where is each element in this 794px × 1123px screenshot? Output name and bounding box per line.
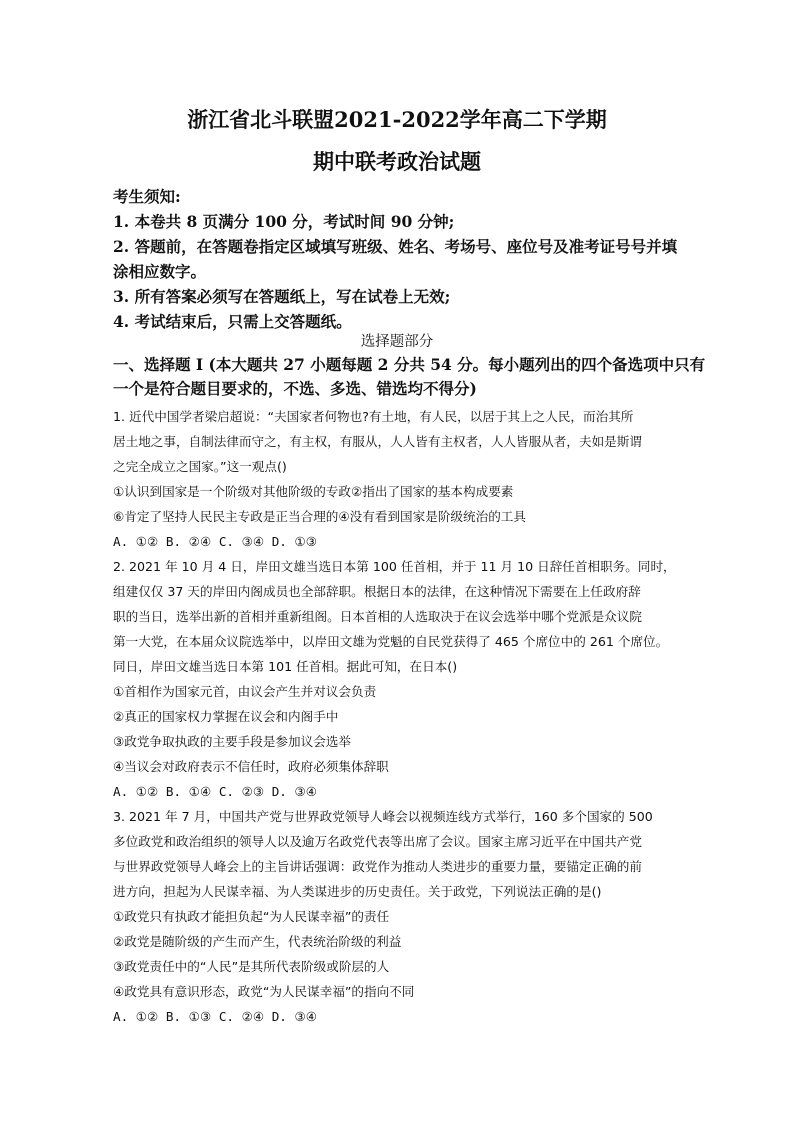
question-option-line: ①认识到国家是一个阶级对其他阶级的专政②指出了国家的基本构成要素 bbox=[113, 484, 514, 499]
answer-choices: A. ①② B. ①③ C. ②④ D. ③④ bbox=[113, 1009, 318, 1024]
part-title: 选择题部分 bbox=[360, 334, 434, 350]
exam-title-line1: 浙江省北斗联盟2021-2022学年高二下学期 bbox=[187, 107, 607, 132]
question-list bbox=[113, 404, 703, 1029]
question-stem-line: 同日，岸田文雄当选日本第 101 任首相。据此可知，在日本() bbox=[113, 659, 458, 674]
question-stem-line: 居土地之事，自制法律而守之，有主权，有服从，人人皆有主权者，人人皆服从者，夫如是斯谓 bbox=[113, 434, 642, 449]
question-option-line: ②真正的国家权力掌握在议会和内阁手中 bbox=[113, 709, 339, 724]
question-stem-line: 组建仅仅 37 天的岸田内阁成员也全部辞职。根据日本的法律，在这种情况下需要在上任政府辞 bbox=[113, 584, 641, 599]
section-heading bbox=[113, 353, 706, 401]
section-heading-line: 一、选择题 I (本大题共 27 小题每题 2 分共 54 分。每小题列出的四个备选项中只有 bbox=[113, 355, 706, 374]
notice-heading: 考生须知: bbox=[113, 187, 181, 206]
notice-item: 3. 所有答案必须写在答题纸上，写在试卷上无效; bbox=[113, 287, 451, 306]
question-stem-line: 之完全成立之国家。”这一观点() bbox=[113, 459, 287, 474]
section-heading-line: 一个是符合题目要求的，不选、多选、错选均不得分) bbox=[113, 379, 477, 398]
question-3 bbox=[113, 804, 703, 1029]
question-1 bbox=[113, 404, 703, 554]
question-option-line: ①首相作为国家元首，由议会产生并对议会负责 bbox=[113, 684, 377, 699]
question-option-line: ③政党责任中的“人民”是其所代表阶级或阶层的人 bbox=[113, 959, 390, 974]
question-option-line: ④政党具有意识形态，政党“为人民谋幸福”的指向不同 bbox=[113, 984, 415, 999]
exam-title-line2: 期中联考政治试题 bbox=[313, 149, 481, 174]
question-2 bbox=[113, 554, 703, 804]
question-option-line: ④当议会对政府表示不信任时，政府必须集体辞职 bbox=[113, 759, 389, 774]
question-stem-line: 多位政党和政治组织的领导人以及逾万名政党代表等出席了会议。国家主席习近平在中国共产党 bbox=[113, 834, 642, 849]
question-option-line: ①政党只有执政才能担负起“为人民谋幸福”的责任 bbox=[113, 909, 390, 924]
question-stem-line: 职的当日，选举出新的首相并重新组阁。日本首相的人选取决于在议会选举中哪个党派是众议院 bbox=[113, 609, 642, 624]
notice-item: 2. 答题前，在答题卷指定区域填写班级、姓名、考场号、座位号及准考证号号并填 bbox=[113, 237, 678, 256]
question-stem-line: 3. 2021 年 7 月，中国共产党与世界政党领导人峰会以视频连线方式举行，160 多个国家的 500 bbox=[113, 809, 653, 824]
question-stem-line: 与世界政党领导人峰会上的主旨讲话强调：政党作为推动人类进步的重要力量，要锚定正确的前 bbox=[113, 859, 642, 874]
answer-choices: A. ①② B. ①④ C. ②③ D. ③④ bbox=[113, 784, 318, 799]
question-option-line: ②政党是随阶级的产生而产生，代表统治阶级的利益 bbox=[113, 934, 402, 949]
question-stem-line: 进方向，担起为人民谋幸福、为人类谋进步的历史责任。关于政党，下列说法正确的是() bbox=[113, 884, 602, 899]
question-stem-line: 2. 2021 年 10 月 4 日，岸田文雄当选日本第 100 任首相，并于 11 月 10 日辞任首相职务。同时， bbox=[113, 559, 676, 574]
candidate-notice bbox=[113, 184, 693, 334]
question-option-line: ⑥肯定了坚持人民民主专政是正当合理的④没有看到国家是阶级统治的工具 bbox=[113, 509, 526, 524]
notice-item: 1. 本卷共 8 页满分 100 分，考试时间 90 分钟; bbox=[113, 212, 455, 231]
notice-item: 4. 考试结束后，只需上交答题纸。 bbox=[113, 312, 352, 331]
notice-item: 涂相应数字。 bbox=[113, 262, 207, 281]
question-stem-line: 第一大党，在本届众议院选举中，以岸田文雄为党魁的自民党获得了 465 个席位中的 261 个席位。 bbox=[113, 634, 669, 649]
question-option-line: ③政党争取执政的主要手段是参加议会选举 bbox=[113, 734, 351, 749]
question-stem-line: 1. 近代中国学者梁启超说：“夫国家者何物也?有土地，有人民，以居于其上之人民，而治其所 bbox=[113, 409, 634, 424]
answer-choices: A. ①② B. ②④ C. ③④ D. ①③ bbox=[113, 534, 318, 549]
